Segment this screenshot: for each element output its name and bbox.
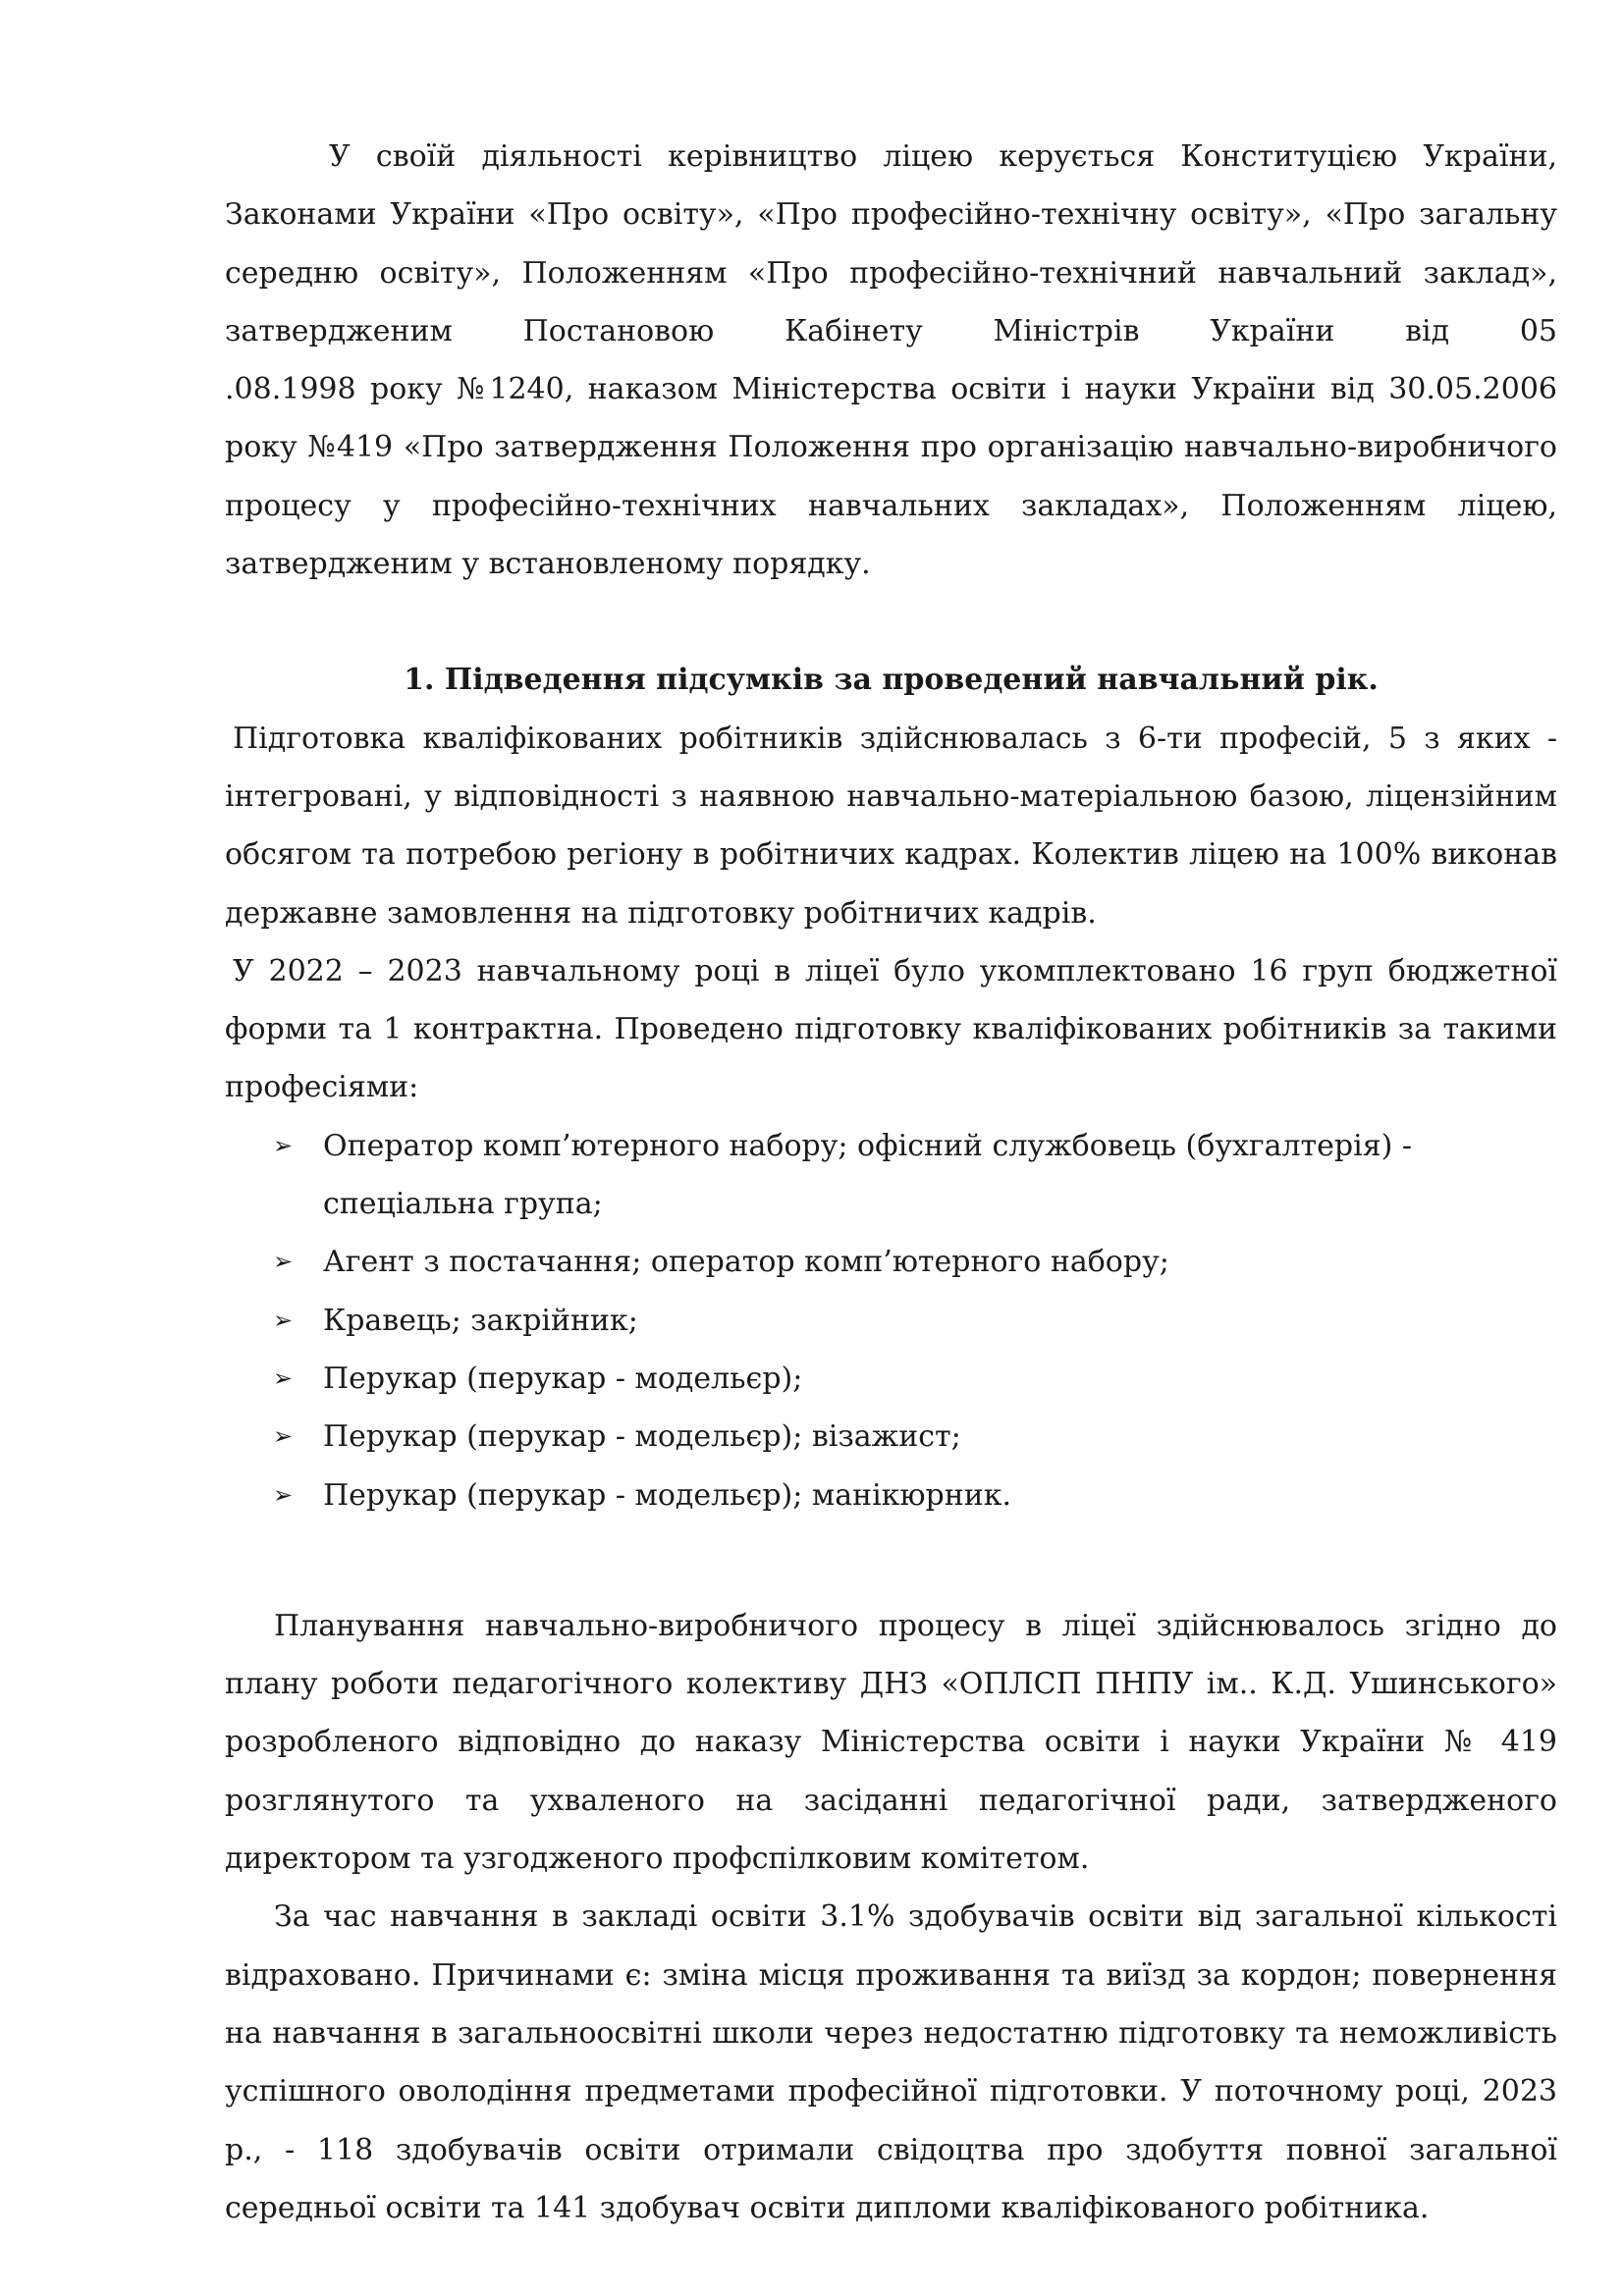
list-item-text: Перукар (перукар - модельєр); [323, 1361, 803, 1396]
document-page [225, 128, 1557, 2237]
list-item [225, 1408, 1557, 1466]
professions-list [225, 1117, 1557, 1524]
arrowhead-bullet-icon: ➢ [273, 1363, 294, 1392]
list-item-text: Кравець; закрійник; [323, 1303, 638, 1338]
list-item-text: Оператор комп’ютерного набору; офісний службовець (бухгалтерія) - спеціальна група; [323, 1128, 1413, 1222]
list-item [225, 1117, 1557, 1234]
list-item [225, 1233, 1557, 1291]
list-item-text: Перукар (перукар - модельєр); візажист; [323, 1419, 961, 1455]
arrowhead-bullet-icon: ➢ [273, 1422, 294, 1451]
paragraph-groups: У 2022 – 2023 навчальному році в ліцеї було укомплектовано 16 груп бюджетної форми та 1 контрактна. Проведено підготовку кваліфікованих робітників за такими професіями: [225, 953, 1557, 1105]
list-item [225, 1467, 1557, 1524]
paragraph-results: За час навчання в закладі освіти 3.1% здобувачів освіти від загальної кількості відраховано. Причинами є: зміна місця проживання та виїзд за кордон; повернення на навчання в загальноосвітні школи через недостатню підготовку та неможливість успішного оволодіння предметами професійної підготовки. У поточному році, 2023 р., - 118 здобувачів освіти отримали свідоцтва про здобуття повної загальної середньої освіти та 141 здобувач освіти дипломи кваліфікованого робітника. [225, 1899, 1557, 2225]
intro-paragraph-part2: .08.1998 року №1240, наказом Міністерства освіти і науки України від 30.05.2006 року №419 «Про затвердження Положення про організацію навчально-виробничого процесу у професійно-технічних навчальних закладах», Положенням ліцею, затвердженим у встановленому порядку. [225, 372, 1557, 582]
list-item-text: Перукар (перукар - модельєр); манікюрник. [323, 1477, 1012, 1513]
arrowhead-bullet-icon: ➢ [273, 1131, 294, 1159]
arrowhead-bullet-icon: ➢ [273, 1248, 294, 1276]
arrowhead-bullet-icon: ➢ [273, 1480, 294, 1509]
paragraph-professions-summary: Підготовка кваліфікованих робітників здійснювалась з 6-ти професій, 5 з яких - інтегровані, у відповідності з наявною навчально-матеріальною базою, ліцензійним обсягом та потребою регіону в робітничих кадрах. Колектив ліцею на 100% виконав державне замовлення на підготовку робітничих кадрів. [225, 721, 1557, 931]
spacer [225, 1524, 1557, 1597]
list-item [225, 1292, 1557, 1350]
arrowhead-bullet-icon: ➢ [273, 1306, 294, 1334]
section-heading: 1. Підведення підсумків за проведений навчальний рік. [404, 663, 1379, 698]
list-item-text: Агент з постачання; оператор комп’ютерного набору; [323, 1245, 1169, 1280]
list-item [225, 1350, 1557, 1408]
intro-paragraph-part1: У своїй діяльності керівництво ліцею керується Конституцією України, Законами України «Про освіту», «Про професійно-технічну освіту», «Про загальну середню освіту», Положенням «Про професійно-технічний навчальний заклад», затвердженим Постановою Кабінету Міністрів України від 05 [225, 139, 1557, 348]
paragraph-planning: Планування навчально-виробничого процесу в ліцеї здійснювалось згідно до плану роботи педагогічного колективу ДНЗ «ОПЛСП ПНПУ ім.. К.Д. Ушинського» розробленого відповідно до наказу Міністерства освіти і науки України № 419 розглянутого та ухваленого на засіданні педагогічної ради, затвердженого директором та узгодженого профспілковим комітетом. [225, 1608, 1557, 1877]
spacer [225, 593, 1557, 651]
